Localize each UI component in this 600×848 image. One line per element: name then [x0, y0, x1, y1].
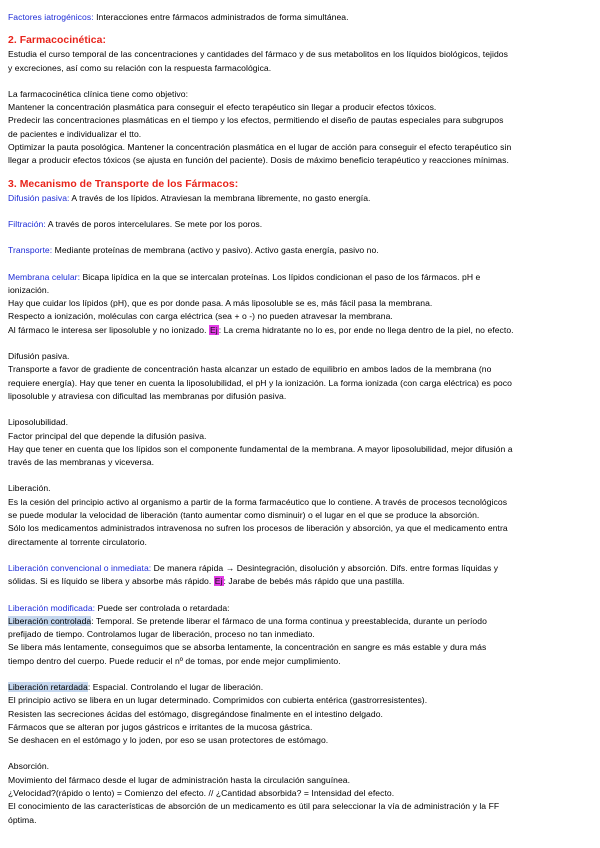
membrana-line-5: [8, 324, 592, 337]
lib-retardada-line-5: Se deshacen en el estómago y lo joden, por eso se usan protectores de estómago.: [8, 735, 329, 746]
intro-paragraph: [8, 11, 592, 24]
ej-highlight: Ej: [214, 576, 223, 587]
term-factores-iatrogenicos: Factores iatrogénicos:: [8, 12, 94, 22]
term-liberacion-controlada: Liberación controlada: [8, 615, 92, 626]
transporte-text: Mediante proteínas de membrana (activo y pasivo). Activo gasta energía, pasivo no.: [52, 245, 379, 256]
liposolubilidad-line-1: Factor principal del que depende la difusión pasiva.: [8, 430, 207, 441]
lib-retardada-line-1: [8, 681, 592, 694]
difusion-text: A través de los lípidos. Atraviesan la membrana libremente, no gasto energía.: [69, 192, 371, 203]
lib-controlada-text-1: : Temporal. Se pretende liberar el fármaco de una forma continua y preestablecida, durante un período: [91, 615, 487, 626]
objetivo-line-6: llegar a producir efectos tóxicos (se ajusta en función del paciente). Dosis de máximo beneficio terapéutico y reacciones mínimas.: [8, 155, 509, 166]
liberacion-line-3: Sólo los medicamentos administrados intravenosa no sufren los procesos de liberación y absorción, ya que el medicamento entra: [8, 523, 508, 534]
lib-convencional-text-2b: : Jarabe de bebés más rápido que una pastilla.: [223, 576, 405, 587]
lib-modificada-text: Puede ser controlada o retardada:: [95, 602, 230, 613]
liposolubilidad-line-3: través de las membranas y viceversa.: [8, 457, 155, 468]
term-liberacion-convencional: Liberación convencional o inmediata:: [8, 562, 152, 573]
filtracion-paragraph: [8, 218, 592, 231]
liberacion-line-1: Es la cesión del principio activo al organismo a partir de la forma farmacéutico que lo contiene. A través de procesos tecnológicos: [8, 496, 508, 507]
intro-text: Interacciones entre fármacos administrados de forma simultánea.: [93, 12, 349, 22]
objetivo-line-2: Mantener la concentración plasmática para conseguir el efecto terapéutico sin llegar a producir efectos tóxicos.: [8, 102, 437, 113]
section-heading-mecanismo-transporte: 3. Mecanismo de Transporte de los Fármacos:: [8, 178, 239, 190]
term-transporte: Transporte:: [8, 245, 53, 256]
difusion-paragraph: [8, 192, 592, 205]
objetivo-line-3: Predecir las concentraciones plasmáticas en el tiempo y los efectos, permitiendo el diseño de pautas especiales para subgrupos: [8, 115, 504, 126]
lib-convencional-text-2a: sólidas. Si es líquido se libera y absorbe más rápido.: [8, 576, 214, 587]
absorcion-line-3: El conocimiento de las características de absorción de un medicamento es útil para seleccionar la vía de administración y la FF: [8, 801, 500, 812]
absorcion-line-2: ¿Velocidad?(rápido o lento) = Comienzo del efecto. // ¿Cantidad absorbida? = Intensidad del efecto.: [8, 788, 395, 799]
lib-convencional-text-1: De manera rápida → Desintegración, disolución y absorción. Difs. entre formas líquidas y: [151, 562, 499, 573]
transporte-paragraph: [8, 244, 592, 257]
objetivo-line-5: Optimizar la pauta posológica. Mantener la concentración plasmática en el lugar de acción para conseguir el efecto terapéutico sin: [8, 142, 512, 153]
lib-controlada-line-3: Se libera más lentamente, conseguimos que se absorba lentamente, la concentración en sangre es más estable y dura más: [8, 642, 487, 653]
lib-controlada-line-4: tiempo dentro del cuerpo. Puede reducir el nº de tomas, por ende mejor cumplimiento.: [8, 655, 341, 666]
difusion-pasiva-title: Difusión pasiva.: [8, 351, 70, 362]
difusion-pasiva-line-3: liposoluble y atraviesa con dificultad las membranas por difusión pasiva.: [8, 390, 287, 401]
absorcion-line-1: Movimiento del fármaco desde el lugar de administración hasta la circulación sanguínea.: [8, 774, 351, 785]
liberacion-line-2: se puede modular la velocidad de liberación (tanto aumentar como disminuir) o el lugar en el que se produce la absorción.: [8, 510, 480, 521]
term-membrana-celular: Membrana celular:: [8, 271, 81, 282]
lib-convencional-line-2: [8, 575, 592, 588]
filtracion-text: A través de poros intercelulares. Se mete por los poros.: [45, 218, 263, 229]
membrana-line-1: [8, 271, 592, 284]
membrana-line-2: ionización.: [8, 284, 50, 295]
lib-retardada-text-1: : Espacial. Controlando el lugar de liberación.: [87, 681, 264, 692]
lib-retardada-line-2: El principio activo se libera en un lugar determinado. Comprimidos con cubierta entérica (gastrorresistentes).: [8, 695, 428, 706]
term-liberacion-retardada: Liberación retardada: [8, 681, 88, 692]
liposolubilidad-line-2: Hay que tener en cuenta que los lípidos son el componente fundamental de la membrana. A mayor liposolubilidad, mejor difusión a: [8, 443, 513, 454]
absorcion-line-4: óptima.: [8, 814, 37, 825]
ej-highlight: Ej: [209, 324, 218, 335]
term-liberacion-modificada: Liberación modificada:: [8, 602, 96, 613]
difusion-pasiva-line-1: Transporte a favor de gradiente de concentración hasta alcanzar un estado de equilibrio en ambos lados de la membrana (no: [8, 364, 492, 375]
lib-retardada-line-4: Fármacos que se alteran por jugos gástricos e irritantes de la mucosa gástrica.: [8, 721, 313, 732]
absorcion-title: Absorción.: [8, 761, 50, 772]
liposolubilidad-title: Liposolubilidad.: [8, 417, 69, 428]
lib-modificada-line: [8, 602, 592, 615]
lib-retardada-line-3: Resisten las secreciones ácidas del estómago, disgregándose finalmente en el intestino delgado.: [8, 708, 383, 719]
lib-controlada-line-2: prefijado de tiempo. Controlamos lugar de liberación, proceso no tan inmediato.: [8, 629, 315, 640]
section-heading-farmacocinetica: 2. Farmacocinética:: [8, 35, 106, 47]
membrana-line-4: Respecto a ionización, moléculas con carga eléctrica (sea + o -) no pueden atravesar la membrana.: [8, 311, 393, 322]
objetivo-line-4: de pacientes e individualizar el tto.: [8, 128, 142, 139]
farmacocinetica-line-2: y excreciones, así como su relación con la respuesta farmacológica.: [8, 62, 272, 73]
membrana-text-1: Bicapa lipídica en la que se intercalan proteínas. Los lípidos condicionan el paso de los fármacos. pH e: [80, 271, 481, 282]
lib-controlada-line-1: [8, 615, 592, 628]
liberacion-title: Liberación.: [8, 483, 51, 494]
objetivo-line-1: La farmacocinética clínica tiene como objetivo:: [8, 88, 189, 99]
lib-convencional-line-1: [8, 562, 592, 575]
term-difusion-pasiva: Difusión pasiva:: [8, 192, 70, 203]
farmacocinetica-line-1: Estudia el curso temporal de las concentraciones y cantidades del fármaco y de sus metabolitos en los líquidos biológicos, tejidos: [8, 49, 508, 60]
liberacion-line-4: directamente al torrente circulatorio.: [8, 536, 147, 547]
membrana-text-5b: : La crema hidratante no lo es, por ende no llega dentro de la piel, no efecto.: [218, 324, 514, 335]
membrana-text-5a: Al fármaco le interesa ser liposoluble y no ionizado.: [8, 324, 209, 335]
membrana-line-3: Hay que cuidar los lípidos (pH), que es por donde pasa. A más liposoluble se es, más fácil pasa la membrana.: [8, 298, 433, 309]
term-filtracion: Filtración:: [8, 218, 46, 229]
difusion-pasiva-line-2: requiere energía). Hay que tener en cuenta la liposolubilidad, el pH y la ionización. La forma ionizada (con carga eléctrica) es poco: [8, 377, 512, 388]
